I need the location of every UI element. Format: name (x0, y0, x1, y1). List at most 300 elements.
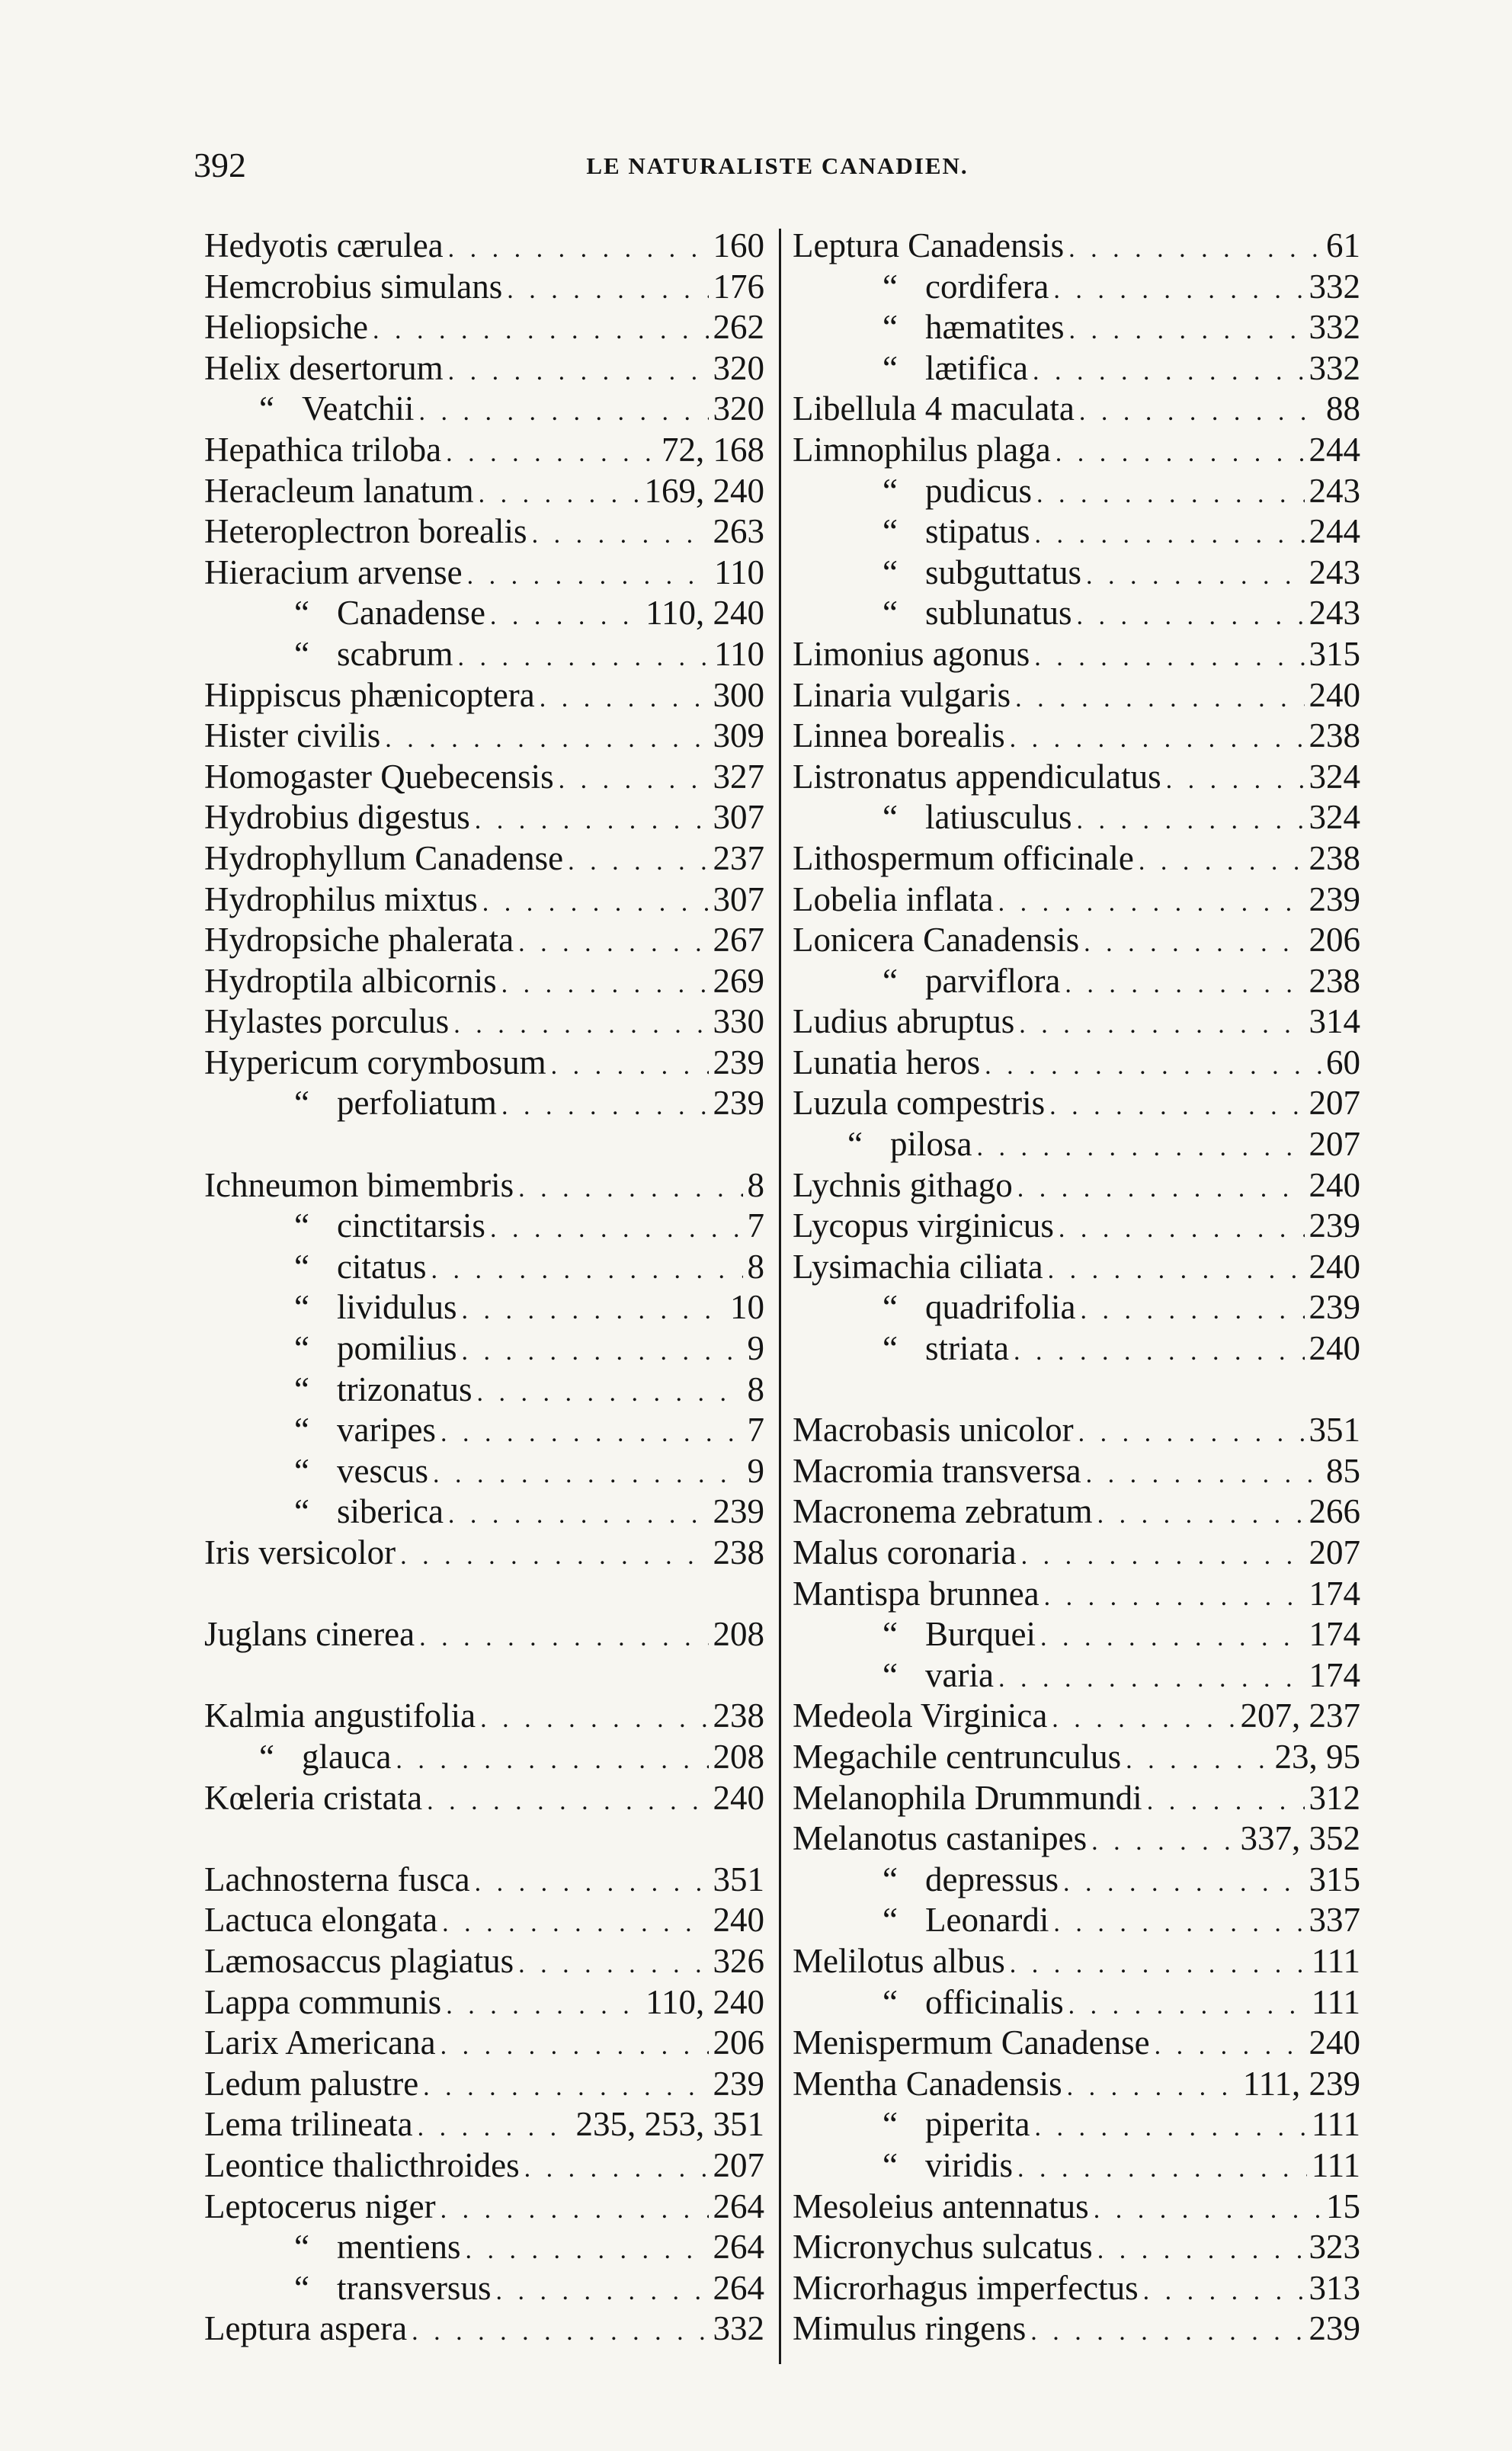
entry-pages: 240 (713, 1778, 764, 1817)
entry-pages: 332 (1309, 267, 1360, 306)
entry-name (793, 1737, 1121, 1778)
index-entry (204, 2064, 764, 2105)
entry-name (294, 634, 453, 675)
entry-pages: 307 (713, 798, 764, 837)
entry-pages: 269 (713, 961, 764, 1000)
ditto-mark: “ (883, 1655, 898, 1694)
entry-name (883, 348, 1028, 389)
index-entry (204, 2145, 764, 2187)
index-entry (793, 1614, 1360, 1655)
leader-dots (1059, 1209, 1305, 1250)
entry-pages: 238 (1309, 961, 1360, 1000)
entry-name (847, 1124, 972, 1165)
index-entry (204, 2104, 764, 2145)
entry-pages: 351 (1309, 1411, 1360, 1450)
entry-name (793, 1083, 1045, 1124)
entry-name (294, 1287, 457, 1328)
index-entry (793, 879, 1360, 921)
entry-name-text: lætifica (925, 348, 1028, 387)
leader-dots (1033, 351, 1305, 392)
index-entry (793, 838, 1360, 879)
entry-pages: 208 (713, 1615, 764, 1654)
leader-dots (1036, 474, 1305, 515)
entry-pages: 110 (714, 634, 764, 673)
entry-name (793, 1818, 1087, 1860)
index-entry (793, 1900, 1360, 1941)
leader-dots (1017, 1168, 1305, 1209)
index-entry (793, 1247, 1360, 1288)
entry-name-text: Menispermum Canadense (793, 2023, 1150, 2062)
index-entry (204, 226, 764, 267)
leader-dots (1091, 1821, 1235, 1863)
entry-pages: 72, 168 (662, 430, 764, 469)
leader-dots (462, 1290, 726, 1331)
leader-dots (440, 1413, 743, 1454)
entry-name-text: siberica (337, 1492, 444, 1531)
index-entry (204, 1778, 764, 1819)
leader-dots (501, 964, 709, 1005)
index-entry (204, 1737, 764, 1778)
entry-pages: 111 (1311, 2105, 1360, 2144)
entry-name (204, 1900, 437, 1941)
leader-dots (1019, 1004, 1304, 1046)
entry-pages: 239 (713, 1043, 764, 1081)
leader-dots (551, 1046, 709, 1087)
index-entry (793, 2187, 1360, 2228)
entry-pages: 313 (1309, 2268, 1360, 2307)
index-entry (204, 1370, 764, 1411)
entry-name-text: Hydrophyllum Canadense (204, 838, 564, 877)
entry-pages: 238 (713, 1533, 764, 1572)
entry-pages: 320 (713, 389, 764, 428)
entry-name (204, 879, 478, 921)
index-entry (204, 716, 764, 757)
leader-dots (1143, 2271, 1305, 2312)
entry-pages: 207 (1309, 1533, 1360, 1572)
leader-dots (518, 1168, 742, 1209)
leader-dots (1076, 800, 1304, 841)
ditto-mark: “ (294, 2268, 309, 2307)
leader-dots (418, 392, 708, 433)
entry-name (294, 1491, 444, 1533)
leader-dots (1010, 719, 1305, 760)
entry-name (793, 2064, 1062, 2105)
leader-dots (423, 2067, 708, 2108)
entry-pages: 239 (713, 2064, 764, 2103)
index-entry (204, 1860, 764, 1901)
index-entry (793, 920, 1360, 961)
entry-pages: 327 (713, 757, 764, 796)
entry-name (259, 1737, 391, 1778)
index-entry (204, 1941, 764, 1982)
entry-pages: 110, 240 (645, 594, 764, 633)
entry-pages: 110, 240 (645, 1982, 764, 2021)
entry-name (204, 511, 527, 553)
entry-name-text: Leptura aspera (204, 2309, 408, 2348)
entry-name-text: Melanophila Drummundi (793, 1778, 1142, 1817)
entry-pages: 239 (713, 1492, 764, 1531)
entry-name-text: Microrhagus imperfectus (793, 2268, 1139, 2307)
ditto-mark: “ (883, 1329, 898, 1368)
index-entry (204, 1696, 764, 1737)
ditto-mark: “ (294, 1370, 309, 1408)
leader-dots (518, 923, 708, 964)
entry-name-text: Lobelia inflata (793, 879, 994, 918)
entry-name (793, 389, 1075, 430)
entry-name (204, 1941, 514, 1982)
leader-dots (1080, 1290, 1304, 1331)
leader-dots (467, 556, 710, 597)
index-entry (793, 1124, 1360, 1165)
index-entry (793, 1696, 1360, 1737)
entry-name-text: Lithospermum officinale (793, 838, 1134, 877)
leader-dots (1155, 2026, 1305, 2067)
entry-pages: 23, 95 (1274, 1737, 1360, 1776)
entry-pages: 240 (1309, 1165, 1360, 1204)
blank-line (204, 1574, 764, 1615)
entry-name-text: Leptura Canadensis (793, 226, 1065, 264)
entry-name (793, 920, 1079, 961)
entry-name-text: pilosa (890, 1125, 972, 1164)
leader-dots (559, 760, 709, 801)
entry-name (204, 716, 380, 757)
entry-name (883, 1860, 1059, 1901)
entry-name-text: quadrifolia (925, 1288, 1076, 1327)
ditto-mark: “ (294, 1411, 309, 1450)
leader-dots (1053, 270, 1304, 311)
index-entry (793, 1941, 1360, 1982)
entry-pages: 243 (1309, 471, 1360, 510)
ditto-mark: “ (294, 1329, 309, 1368)
leader-dots (1065, 964, 1304, 1005)
entry-name-text: citatus (337, 1247, 427, 1286)
entry-name-text: Libellula 4 maculata (793, 389, 1075, 428)
index-entry (793, 1737, 1360, 1778)
leader-dots (1030, 2312, 1304, 2353)
entry-name (294, 1206, 485, 1247)
entry-name-text: Linaria vulgaris (793, 675, 1011, 714)
index-entry (793, 1860, 1360, 1901)
leader-dots (400, 1536, 708, 1577)
leader-dots (1139, 841, 1305, 883)
ditto-mark: “ (883, 594, 898, 633)
entry-name-text: Kœleria cristata (204, 1778, 423, 1817)
entry-pages: 160 (713, 226, 764, 264)
entry-pages: 238 (1309, 716, 1360, 755)
entry-name (204, 1001, 449, 1043)
leader-dots (1014, 1331, 1305, 1373)
index-entry (793, 1001, 1360, 1043)
leader-dots (1010, 1944, 1307, 1985)
entry-pages: 351 (713, 1860, 764, 1898)
entry-name (204, 267, 502, 308)
entry-pages: 240 (1309, 1247, 1360, 1286)
leader-dots (1097, 2230, 1305, 2271)
index-entry (793, 675, 1360, 716)
entry-pages: 240 (713, 1901, 764, 1940)
ditto-mark: “ (883, 2105, 898, 2144)
index-entry (793, 1655, 1360, 1696)
entry-name-text: Melilotus albus (793, 1941, 1005, 1980)
entry-pages: 332 (1309, 348, 1360, 387)
index-entry (793, 511, 1360, 553)
entry-pages: 207, 237 (1240, 1696, 1360, 1735)
entry-name-text: Linnea borealis (793, 716, 1005, 755)
index-entry (204, 634, 764, 675)
index-entry (204, 1410, 764, 1451)
index-entry (204, 1491, 764, 1533)
entry-name (793, 634, 1030, 675)
index-entry (204, 430, 764, 471)
index-entry (204, 920, 764, 961)
index-entry (204, 348, 764, 389)
ditto-mark: “ (883, 798, 898, 837)
ditto-mark: “ (883, 267, 898, 306)
ditto-mark: “ (883, 1288, 898, 1327)
entry-pages: 239 (1309, 1288, 1360, 1327)
entry-name (793, 2187, 1089, 2228)
index-entry (793, 1778, 1360, 1819)
leader-dots (448, 1495, 709, 1536)
entry-name-text: parviflora (925, 961, 1061, 1000)
running-title: LE NATURALISTE CANADIEN. (586, 152, 969, 179)
entry-pages: 324 (1309, 798, 1360, 837)
leader-dots (1040, 1617, 1305, 1658)
entry-pages: 208 (713, 1737, 764, 1776)
entry-pages: 238 (713, 1696, 764, 1735)
leader-dots (1068, 310, 1304, 351)
ditto-mark: “ (294, 1451, 309, 1490)
entry-pages: 239 (1309, 879, 1360, 918)
entry-name (883, 797, 1072, 838)
entry-name (204, 307, 368, 348)
index-entry (204, 1328, 764, 1370)
entry-name-text: perfoliatum (337, 1084, 497, 1123)
leader-dots (448, 229, 709, 270)
entry-name-text: transversus (337, 2268, 492, 2307)
index-entry (204, 879, 764, 921)
entry-pages: 176 (713, 267, 764, 306)
entry-pages: 169, 240 (644, 471, 764, 510)
entry-name (204, 1043, 546, 1084)
entry-name-text: Lappa communis (204, 1982, 442, 2021)
index-entry (793, 2064, 1360, 2105)
leader-dots (431, 1250, 742, 1291)
entry-name (793, 1165, 1013, 1206)
leader-dots (446, 433, 657, 474)
entry-pages: 8 (747, 1247, 764, 1286)
leader-dots (1147, 1781, 1305, 1822)
entry-name-text: varia (925, 1655, 994, 1694)
entry-pages: 244 (1309, 512, 1360, 551)
entry-pages: 266 (1309, 1492, 1360, 1531)
ditto-mark: “ (883, 2145, 898, 2184)
ditto-mark: “ (294, 1084, 309, 1123)
entry-name-text: Homogaster Quebecensis (204, 757, 554, 796)
leader-dots (412, 2312, 708, 2353)
entry-pages: 330 (713, 1002, 764, 1041)
leader-dots (1048, 1250, 1305, 1291)
index-entry (204, 1165, 764, 1206)
leader-dots (479, 474, 640, 515)
ditto-mark: “ (883, 348, 898, 387)
entry-pages: 7 (747, 1411, 764, 1450)
leader-dots (1052, 1699, 1235, 1740)
index-entry (204, 1451, 764, 1492)
entry-name-text: Hypericum corymbosum (204, 1043, 546, 1081)
leader-dots (418, 2107, 572, 2148)
entry-name (793, 838, 1134, 879)
leader-dots (1034, 637, 1304, 678)
leader-dots (475, 1863, 709, 1904)
entry-pages: 267 (713, 921, 764, 960)
entry-pages: 174 (1309, 1615, 1360, 1654)
entry-name (883, 1328, 1009, 1370)
entry-pages: 235, 253, 351 (575, 2105, 764, 2144)
leader-dots (1015, 678, 1304, 719)
entry-pages: 323 (1309, 2228, 1360, 2267)
index-entry (204, 2023, 764, 2064)
entry-pages: 8 (747, 1370, 764, 1408)
leader-dots (532, 514, 709, 556)
index-entry (793, 2145, 1360, 2187)
entry-name (204, 2104, 413, 2145)
ditto-mark: “ (294, 1247, 309, 1286)
index-entry (204, 2308, 764, 2350)
entry-name-text: stipatus (925, 512, 1030, 551)
index-entry (793, 1818, 1360, 1860)
entry-name-text: Iris versicolor (204, 1533, 396, 1572)
ditto-mark: “ (883, 1860, 898, 1898)
index-column-left (204, 226, 764, 2350)
entry-name (294, 1328, 457, 1370)
entry-pages: 10 (730, 1288, 764, 1327)
entry-name-text: Hydropsiche phalerata (204, 921, 514, 960)
entry-pages: 240 (1309, 1329, 1360, 1368)
leader-dots (985, 1046, 1321, 1087)
entry-name-text: Helix desertorum (204, 348, 444, 387)
leader-dots (462, 1331, 743, 1373)
index-entry (793, 1533, 1360, 1574)
entry-name (294, 2227, 460, 2268)
entry-name-text: Burquei (925, 1615, 1036, 1654)
entry-name (204, 2187, 436, 2228)
entry-name (883, 553, 1081, 594)
index-entry (204, 1247, 764, 1288)
index-entry (793, 1165, 1360, 1206)
ditto-mark: “ (847, 1125, 863, 1164)
entry-name (204, 1982, 441, 2023)
leader-dots (977, 1127, 1305, 1168)
entry-name (204, 675, 535, 716)
leader-dots (453, 1004, 708, 1046)
index-entry (204, 1206, 764, 1247)
blank-line (204, 1124, 764, 1165)
leader-dots (518, 1944, 708, 1985)
entry-pages: 239 (1309, 2309, 1360, 2348)
leader-dots (1068, 1985, 1307, 2026)
entry-name-text: Lysimachia ciliata (793, 1247, 1043, 1286)
ditto-mark: “ (294, 1492, 309, 1531)
entry-name-text: striata (925, 1329, 1009, 1368)
entry-pages: 264 (713, 2268, 764, 2307)
entry-name-text: Canadense (337, 594, 485, 633)
entry-name (793, 1778, 1142, 1819)
entry-name-text: Heteroplectron borealis (204, 512, 527, 551)
index-entry (793, 1491, 1360, 1533)
entry-name-text: pudicus (925, 471, 1032, 510)
entry-name (204, 757, 554, 798)
entry-name-text: glauca (302, 1737, 392, 1776)
index-entry (204, 307, 764, 348)
entry-name (793, 430, 1051, 471)
entry-name-text: subguttatus (925, 553, 1082, 591)
leader-dots (1079, 392, 1321, 433)
index-entry (793, 2268, 1360, 2309)
leader-dots (1034, 2107, 1306, 2148)
index-entry (793, 716, 1360, 757)
entry-name (793, 1533, 1017, 1574)
entry-name (294, 1370, 472, 1411)
entry-name-text: Malus coronaria (793, 1533, 1017, 1572)
entry-name (259, 389, 414, 430)
entry-name-text: Larix Americana (204, 2023, 436, 2062)
entry-name (793, 675, 1011, 716)
entry-name-text: Lactuca elongata (204, 1901, 438, 1940)
entry-name-text: viridis (925, 2145, 1014, 2184)
entry-pages: 300 (713, 675, 764, 714)
entry-name (204, 2023, 436, 2064)
entry-pages: 206 (1309, 921, 1360, 960)
entry-pages: 88 (1326, 389, 1360, 428)
entry-name (883, 1614, 1036, 1655)
entry-pages: 85 (1326, 1451, 1360, 1490)
ditto-mark: “ (259, 389, 274, 428)
index-entry (793, 2308, 1360, 2350)
index-entry (204, 2268, 764, 2309)
entry-pages: 263 (713, 512, 764, 551)
leader-dots (427, 1781, 708, 1822)
entry-name (883, 307, 1064, 348)
entry-pages: 314 (1309, 1002, 1360, 1041)
leader-dots (440, 2190, 709, 2231)
entry-name-text: Veatchii (302, 389, 415, 428)
entry-pages: 8 (747, 1165, 764, 1204)
index-entry (793, 961, 1360, 1002)
entry-name-text: Hemcrobius simulans (204, 267, 503, 306)
entry-name (793, 1410, 1074, 1451)
leader-dots (524, 2148, 709, 2190)
page-header (191, 145, 1364, 191)
entry-name-text: cinctitarsis (337, 1206, 485, 1245)
index-entry (793, 471, 1360, 512)
entry-name (204, 1696, 476, 1737)
leader-dots (1086, 556, 1304, 597)
entry-name (793, 1206, 1054, 1247)
entry-name (883, 1982, 1064, 2023)
entry-name-text: pomilius (337, 1329, 457, 1368)
leader-dots (998, 1658, 1305, 1700)
leader-dots (1068, 229, 1321, 270)
entry-name-text: Hylastes porculus (204, 1002, 450, 1041)
entry-name-text: Luzula compestris (793, 1084, 1046, 1123)
ditto-mark: “ (294, 634, 309, 673)
entry-name (883, 961, 1060, 1002)
blank-line (204, 1655, 764, 1696)
index-entry (793, 553, 1360, 594)
leader-dots (1035, 514, 1305, 556)
entry-name (793, 226, 1064, 267)
